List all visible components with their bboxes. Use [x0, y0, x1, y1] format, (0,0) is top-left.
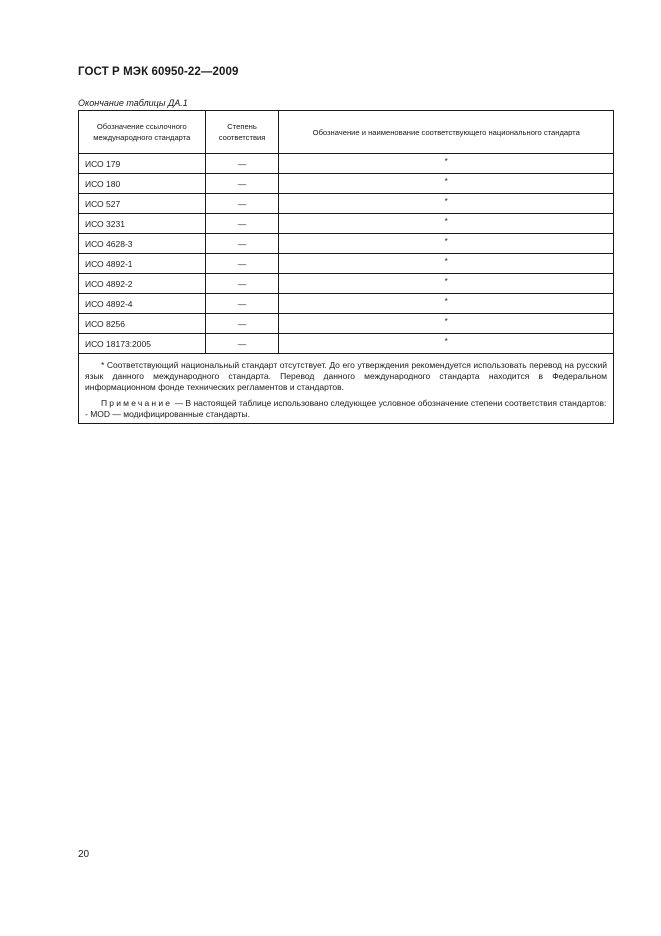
- cell-intl-standard: ИСО 179: [79, 154, 206, 174]
- note-text: — В настоящей таблице использовано следующее условное обозначение степени соответствия стандартов:: [172, 398, 607, 408]
- table-row: [79, 314, 614, 334]
- footnote-marker: *: [444, 176, 448, 186]
- cell-intl-standard: ИСО 18173:2005: [79, 334, 206, 354]
- table-row: [79, 174, 614, 194]
- table-row: [79, 254, 614, 274]
- reference-standards-table: [78, 110, 614, 424]
- cell-intl-standard: ИСО 4892-4: [79, 294, 206, 314]
- footnote-marker: *: [444, 236, 448, 246]
- table-header-row: [79, 111, 614, 154]
- footnote-marker: *: [444, 276, 448, 286]
- note-item: - MOD — модифицированные стандарты.: [85, 409, 250, 419]
- note-label: Примечание: [101, 398, 173, 408]
- cell-intl-standard: ИСО 8256: [79, 314, 206, 334]
- cell-national-standard: [279, 174, 614, 194]
- document-title: ГОСТ Р МЭК 60950-22—2009: [78, 66, 239, 78]
- cell-intl-standard: ИСО 4628-3: [79, 234, 206, 254]
- cell-intl-standard: ИСО 4892-2: [79, 274, 206, 294]
- cell-degree: —: [205, 334, 279, 354]
- cell-intl-standard: ИСО 180: [79, 174, 206, 194]
- cell-intl-standard: ИСО 527: [79, 194, 206, 214]
- cell-degree: —: [205, 214, 279, 234]
- cell-degree: —: [205, 194, 279, 214]
- table-row: [79, 154, 614, 174]
- cell-degree: —: [205, 314, 279, 334]
- cell-national-standard: [279, 294, 614, 314]
- cell-degree: —: [205, 274, 279, 294]
- cell-degree: —: [205, 174, 279, 194]
- cell-national-standard: [279, 214, 614, 234]
- column-header-degree: Степень соответствия: [205, 111, 279, 154]
- cell-national-standard: [279, 154, 614, 174]
- column-header-national-standard: Обозначение и наименование соответствующего национального стандарта: [279, 111, 614, 154]
- cell-degree: —: [205, 234, 279, 254]
- table-row: [79, 234, 614, 254]
- footnote-marker: *: [444, 256, 448, 266]
- table-row: [79, 294, 614, 314]
- cell-national-standard: [279, 334, 614, 354]
- table-notes-row: [79, 354, 614, 424]
- footnote-marker: *: [444, 156, 448, 166]
- cell-national-standard: [279, 254, 614, 274]
- cell-national-standard: [279, 234, 614, 254]
- footnote-marker: *: [444, 296, 448, 306]
- cell-degree: —: [205, 254, 279, 274]
- cell-degree: —: [205, 294, 279, 314]
- cell-national-standard: [279, 194, 614, 214]
- page-number: 20: [78, 849, 90, 860]
- footnote-marker: *: [444, 316, 448, 326]
- table-row: [79, 274, 614, 294]
- table-row: [79, 334, 614, 354]
- table-row: [79, 194, 614, 214]
- cell-national-standard: [279, 314, 614, 334]
- footnote-marker: *: [444, 216, 448, 226]
- table-caption: Окончание таблицы ДА.1: [78, 98, 188, 108]
- note-paragraph: [85, 398, 607, 409]
- table-row: [79, 214, 614, 234]
- footnote-marker: *: [444, 196, 448, 206]
- cell-national-standard: [279, 274, 614, 294]
- footnote-marker: *: [444, 336, 448, 346]
- cell-degree: —: [205, 154, 279, 174]
- cell-intl-standard: ИСО 3231: [79, 214, 206, 234]
- footnote-text: * Соответствующий национальный стандарт отсутствует. До его утверждения рекомендуется использовать перевод на русский язык данного международного стандарта. Перевод данного международного стандарта находится в Федеральном информационном фонде технических регламентов и стандартов.: [85, 360, 607, 392]
- table-notes-cell: [79, 354, 614, 424]
- column-header-intl-standard: Обозначение ссылочного международного стандарта: [79, 111, 206, 154]
- cell-intl-standard: ИСО 4892-1: [79, 254, 206, 274]
